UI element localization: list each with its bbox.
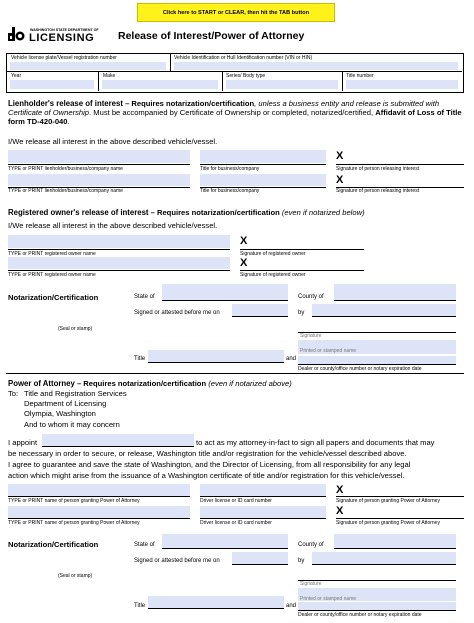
notary1-title-label: Title xyxy=(134,356,146,362)
lienholder-name-input[interactable] xyxy=(8,150,190,163)
make-label: Make xyxy=(103,73,116,79)
owner-x-mark-2: X xyxy=(240,257,248,269)
owner-name-label: TYPE or PRINT registered owner name xyxy=(8,251,96,257)
owner-heading-line xyxy=(8,208,365,217)
lienholder-signature-label: Signature of person releasing interest xyxy=(336,166,420,172)
start-clear-button[interactable]: Click here to START or CLEAR, then hit the TAB button xyxy=(137,3,335,22)
poa-x-mark: X xyxy=(336,484,344,496)
lienholder-business-title-label-2: Title for business/company xyxy=(200,188,260,194)
poa-appointee-input[interactable] xyxy=(42,434,194,446)
plate-input[interactable] xyxy=(10,62,166,70)
owner-name-label-2: TYPE or PRINT registered owner name xyxy=(8,272,96,278)
lienholder-release-text: I/We release all interest in the above described vehicle/vessel. xyxy=(8,137,218,146)
notary1-state-input[interactable] xyxy=(162,284,288,300)
notary2-state-input[interactable] xyxy=(162,534,288,548)
poa-sig-label-2: Signature of person granting Power of Attorney xyxy=(336,520,440,526)
poa-body-line-2: I agree to guarantee and save the state of Washington, and the Director of Licensing, from all responsibility for any legal xyxy=(8,460,411,469)
year-label: Year xyxy=(11,73,22,79)
poa-heading-line xyxy=(8,379,292,388)
lienholder-heading: Lienholder's release of interest xyxy=(8,99,123,108)
page-title: Release of Interest/Power of Attorney xyxy=(118,30,305,42)
logo-name: LICENSING xyxy=(29,32,95,44)
notary1-signed-label: Signed or attested before me on xyxy=(134,310,220,316)
poa-heading: Power of Attorney xyxy=(8,379,75,388)
notary2-seal-label: (Seal or stamp) xyxy=(58,573,93,579)
poa-grantor-input-2[interactable] xyxy=(8,506,190,518)
lienholder-x-mark-2: X xyxy=(336,174,344,186)
owner-x-mark: X xyxy=(240,235,248,247)
notary1-county-input[interactable] xyxy=(334,284,456,300)
lienholder-title-input-2[interactable] xyxy=(200,174,326,186)
make-input[interactable] xyxy=(102,80,218,89)
owner-name-input-2[interactable] xyxy=(8,257,230,269)
notary2-county-label: County of xyxy=(298,542,324,548)
notary2-title-input[interactable] xyxy=(148,596,284,608)
series-input[interactable] xyxy=(226,80,338,89)
poa-address-4: And to whom it may concern xyxy=(24,420,120,429)
poa-grantor-label: TYPE or PRINT name of person granting Power of Attorney xyxy=(8,498,140,504)
owner-heading-rest: – Requires notarization/certification xyxy=(148,208,280,217)
lienholder-intro-rest: . Must be accompanied by Certificate of Ownership or completed, notarized/certified, xyxy=(89,108,374,117)
lienholder-signature-label-2: Signature of person releasing interest xyxy=(336,188,420,194)
affidavit-link[interactable]: Affidavit of Loss of Title form TD-420-040 xyxy=(8,108,462,126)
notary2-state-label: State of xyxy=(134,542,155,548)
poa-license-label-2: Driver license or ID card number xyxy=(200,520,272,526)
poa-license-input[interactable] xyxy=(200,484,326,496)
notary1-by-input[interactable] xyxy=(312,304,456,316)
notary1-date-input[interactable] xyxy=(232,304,288,316)
lienholder-business-title-label: Title for business/company xyxy=(200,166,260,172)
notary2-signed-label: Signed or attested before me on xyxy=(134,558,220,564)
notary2-and-label: and xyxy=(286,603,297,609)
title-number-label: Title number xyxy=(346,73,374,79)
logo-agency-line: WASHINGTON STATE DEPARTMENT OF xyxy=(30,28,99,32)
owner-name-input[interactable] xyxy=(8,235,230,248)
notary1-heading: Notarization/Certification xyxy=(8,293,99,302)
notary1-dealer-label: Dealer or county/office number or notary expiration date xyxy=(298,366,422,372)
notary2-signature-label: Signature xyxy=(300,581,322,587)
poa-address-2: Department of Licensing xyxy=(24,399,107,408)
notary1-title-input[interactable] xyxy=(148,350,284,362)
plate-label: Vehicle license plate/Vessel registration number xyxy=(11,55,117,61)
notary1-county-label: County of xyxy=(298,294,324,300)
notary1-signature-label: Signature xyxy=(300,333,322,339)
poa-address-1: Title and Registration Services xyxy=(24,389,127,398)
owner-release-text: I/We release all interest in the above described vehicle/vessel. xyxy=(8,221,218,230)
notary1-by-label: by xyxy=(298,310,305,316)
notary1-seal-label: (Seal or stamp) xyxy=(58,326,93,332)
owner-sig-label-2: Signature of registered owner xyxy=(240,272,306,278)
title-number-input[interactable] xyxy=(346,80,458,89)
lienholder-heading-rest: – Requires notarization/certification xyxy=(122,99,255,108)
series-label: Series/ Body type xyxy=(226,73,266,79)
poa-body-line-3: action which might arise from the issuance of a Washington certificate of title and/or registration for this vehicle/vessel. xyxy=(8,471,405,480)
notary2-date-input[interactable] xyxy=(232,552,288,564)
notary2-printed-name-label: Printed or stamped name xyxy=(300,596,357,602)
notary1-and-label: and xyxy=(286,356,297,362)
notary2-heading: Notarization/Certification xyxy=(8,540,99,549)
poa-sig-label: Signature of person granting Power of Attorney xyxy=(336,498,440,504)
dol-logo-icon xyxy=(8,27,26,41)
poa-grantor-input[interactable] xyxy=(8,484,190,496)
notary2-by-label: by xyxy=(298,558,305,564)
lienholder-intro-italic2: Certificate of Ownership xyxy=(8,108,90,117)
poa-heading-rest: – Requires notarization/certification xyxy=(74,379,207,388)
poa-address-3: Olympia, Washington xyxy=(24,409,96,418)
affidavit-end: . xyxy=(67,117,70,126)
poa-heading-italic: (even if notarized above) xyxy=(206,379,292,388)
notary2-dealer-label: Dealer or county/office number or notary expiration date xyxy=(298,612,422,618)
poa-to-label: To: xyxy=(8,389,19,398)
lienholder-intro xyxy=(8,99,464,126)
lienholder-name-input-2[interactable] xyxy=(8,174,190,186)
lienholder-title-input[interactable] xyxy=(200,150,326,163)
poa-appoint-rest: to act as my attorney-in-fact to sign all papers and documents that may xyxy=(196,438,435,447)
owner-sig-label: Signature of registered owner xyxy=(240,251,306,257)
poa-x-mark-2: X xyxy=(336,505,344,517)
lienholder-x-mark: X xyxy=(336,150,344,162)
lienholder-intro-italic: , unless a business entity and release is submitted with xyxy=(254,99,440,108)
owner-heading: Registered owner's release of interest xyxy=(8,208,149,217)
lienholder-name-label: TYPE or PRINT lienholder/business/company name xyxy=(8,166,123,172)
notary1-printed-name-label: Printed or stamped name xyxy=(300,348,357,354)
notary2-by-input[interactable] xyxy=(312,552,456,564)
notary1-dealer-input[interactable] xyxy=(298,356,456,364)
poa-body-line-1: be necessary in order to secure, or release, Washington title and/or registration for the vehicle/vessel described above. xyxy=(8,449,407,458)
notary2-dealer-input[interactable] xyxy=(298,602,456,610)
year-input[interactable] xyxy=(10,80,94,89)
poa-license-label: Driver license or ID card number xyxy=(200,498,272,504)
owner-heading-italic: (even if notarized below) xyxy=(279,208,365,217)
poa-license-input-2[interactable] xyxy=(200,506,326,518)
notary2-county-input[interactable] xyxy=(334,534,456,548)
poa-grantor-label-2: TYPE or PRINT name of person granting Power of Attorney xyxy=(8,520,140,526)
vin-label: Vehicle Identification or Hull Identification number (VIN or HIN) xyxy=(174,55,313,61)
notary2-title-label: Title xyxy=(134,603,146,609)
notary1-state-label: State of xyxy=(134,294,155,300)
vin-input[interactable] xyxy=(174,62,458,70)
lienholder-name-label-2: TYPE or PRINT lienholder/business/company name xyxy=(8,188,123,194)
poa-appoint-label: I appoint xyxy=(8,438,38,447)
